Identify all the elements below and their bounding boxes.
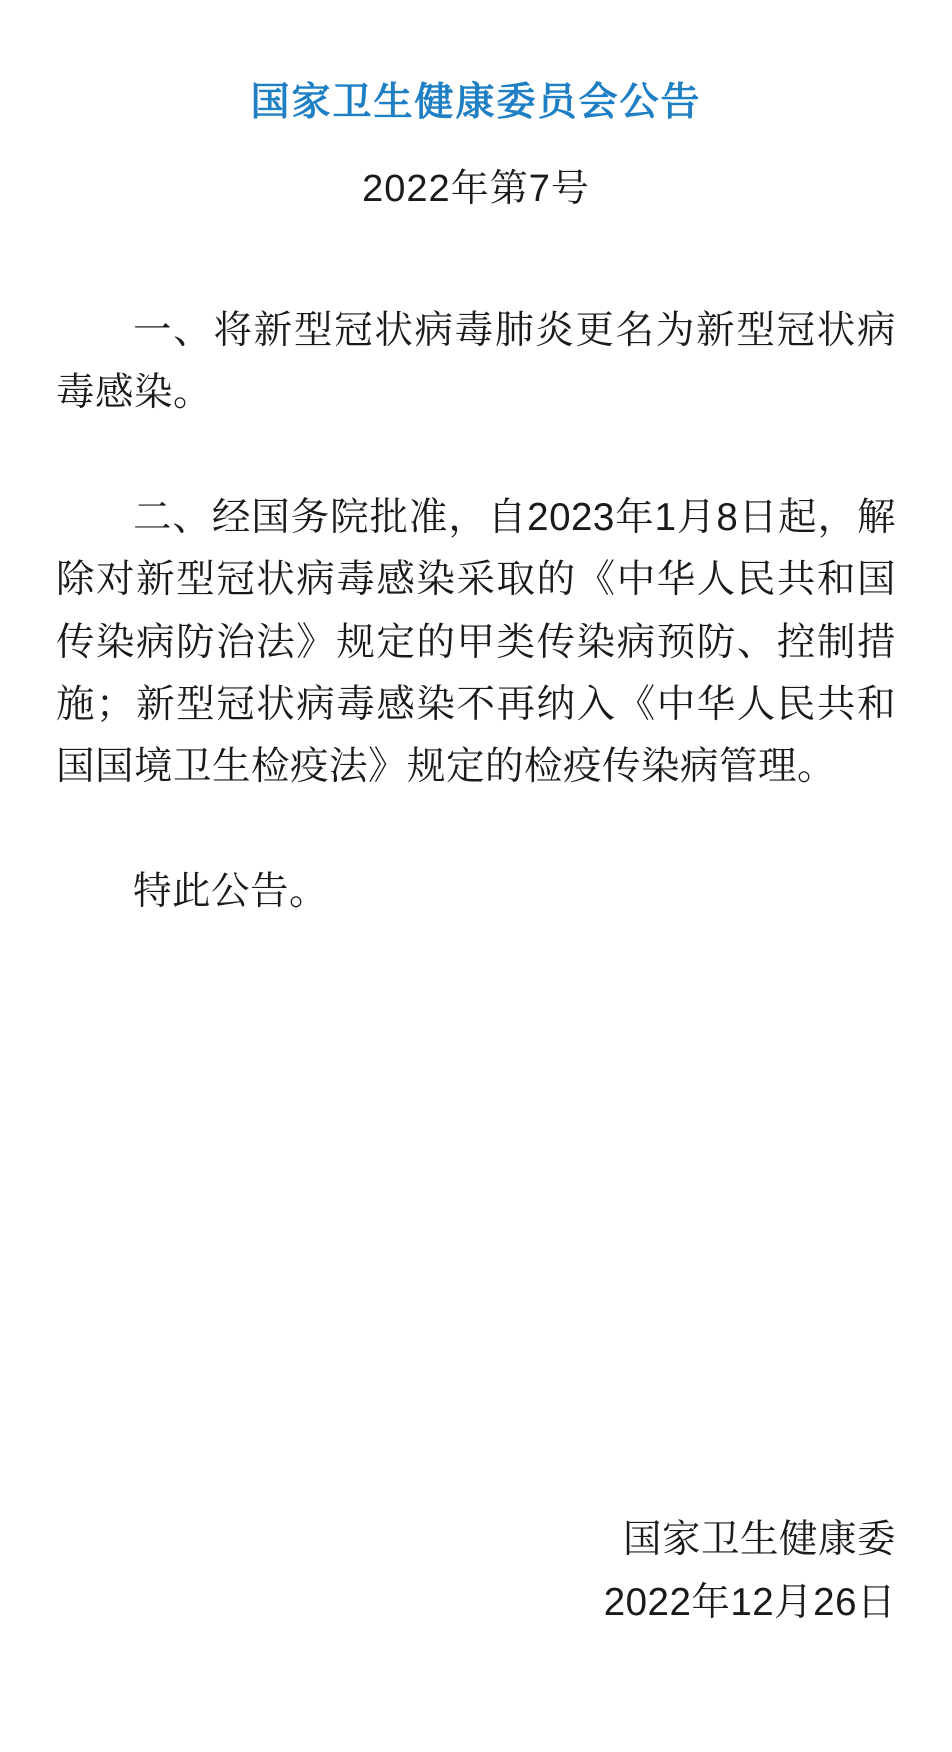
signature-issuer: 国家卫生健康委: [622, 1518, 896, 1562]
document-number: 2022年第7号: [362, 167, 590, 210]
document-body: [56, 214, 896, 923]
signature-date: 2022年12月26日: [603, 1580, 896, 1624]
paragraph-item: 二、经国务院批准，自2023年1月8日起，解除对新型冠状病毒感染采取的《中华人民共和国传染病防治法》规定的甲类传染病预防、控制措施；新型冠状病毒感染不再纳入《中华人民共和国国境卫生检疫法》规定的检疫传染病管理。: [56, 495, 896, 789]
page-title: 国家卫生健康委员会公告: [250, 81, 702, 124]
signature-block: [604, 1509, 896, 1634]
paragraph-item: 特此公告。: [133, 869, 329, 913]
paragraph-item: 一、将新型冠状病毒肺炎更名为新型冠状病毒感染。: [56, 309, 896, 415]
